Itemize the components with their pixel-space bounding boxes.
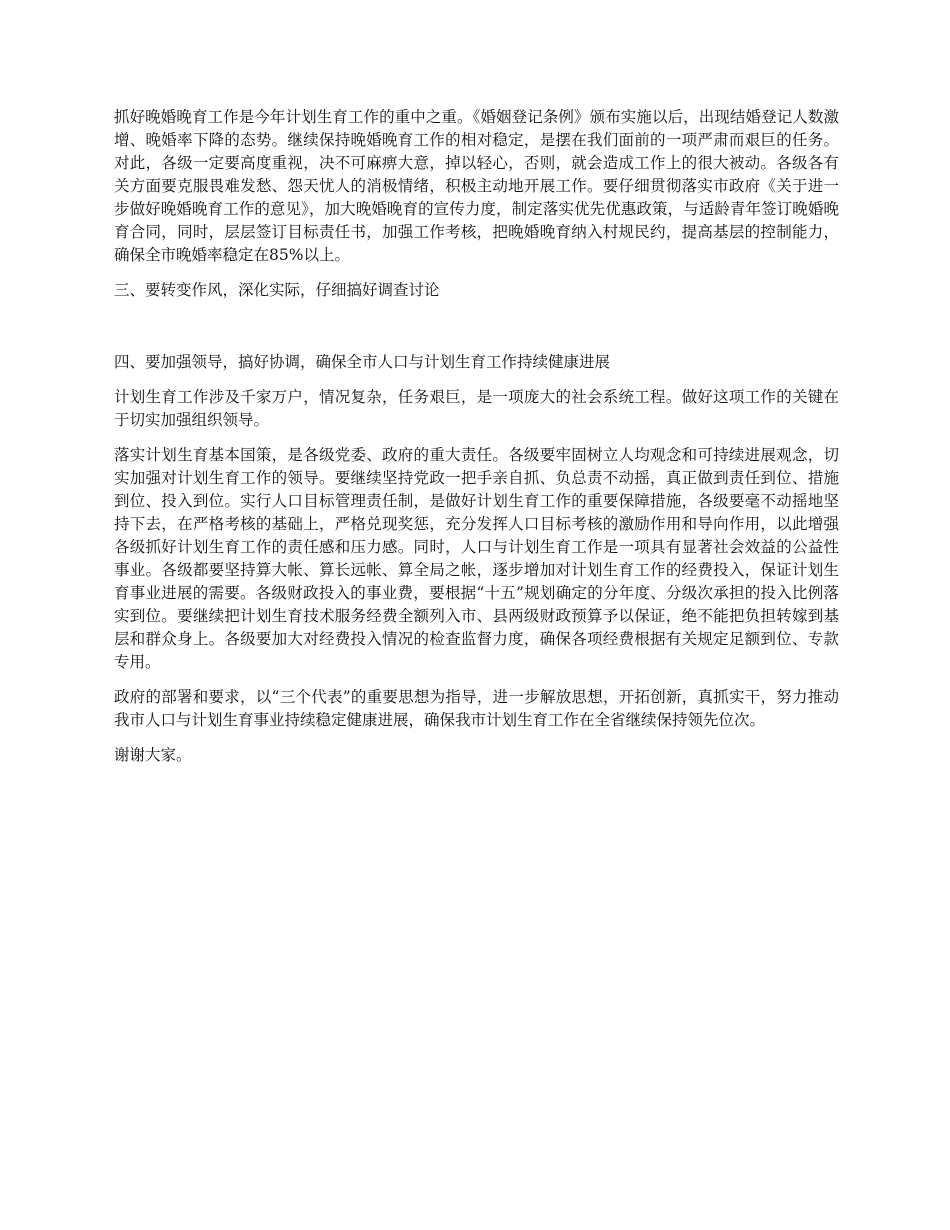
section-heading-3: 三、要转变作风，深化实际，仔细搞好调查讨论 [114,281,440,299]
document-page [114,106,839,779]
blank-spacer [114,314,839,351]
paragraph-responsibility: 落实计划生育基本国策，是各级党委、政府的重大责任。各级要牢固树立人均观念和可持续进展观念，切实加强对计划生育工作的领导。要继续坚持党政一把手亲自抓、负总责不动摇，真正做到责任到位、措施到位、投入到位。实行人口目标管理责任制，是做好计划生育工作的重要保障措施，各级要毫不动摇地坚持下去，在严格考核的基础上，严格兑现奖惩，充分发挥人口目标考核的激励作用和导向作用，以此增强各级抓好计划生育工作的责任感和压力感。同时，人口与计划生育工作是一项具有显著社会效益的公益性事业。各级都要坚持算大帐、算长远帐、算全局之帐，逐步增加对计划生育工作的经费投入，保证计划生育事业进展的需要。各级财政投入的事业费，要根据“十五”规划确定的分年度、分级次承担的投入比例落实到位。要继续把计划生育技术服务经费全额列入市、县两级财政预算予以保证，绝不能把负担转嫁到基层和群众身上。各级要加大对经费投入情况的检查监督力度，确保各项经费根据有关规定足额到位、专款专用。 [114,446,839,671]
paragraph-leadership: 计划生育工作涉及千家万户，情况复杂，任务艰巨，是一项庞大的社会系统工程。做好这项工作的关键在于切实加强组织领导。 [114,388,839,429]
paragraph-late-marriage: 抓好晚婚晚育工作是今年计划生育工作的重中之重。《婚姻登记条例》颁布实施以后，出现结婚登记人数激增、晚婚率下降的态势。继续保持晚婚晚育工作的相对稳定，是摆在我们面前的一项严肃而艰巨的任务。对此，各级一定要高度重视，决不可麻痹大意，掉以轻心，否则，就会造成工作上的很大被动。各级各有关方面要克服畏难发愁、怨天忧人的消极情绪，积极主动地开展工作。要仔细贯彻落实市政府《关于进一步做好晚婚晚育工作的意见》，加大晚婚晚育的宣传力度，制定落实优先优惠政策，与适龄青年签订晚婚晚育合同，同时，层层签订目标责任书，加强工作考核，把晚婚晚育纳入村规民约，提高基层的控制能力，确保全市晚婚率稳定在85%以上。 [114,108,839,264]
paragraph-thanks: 谢谢大家。 [114,746,192,764]
paragraph-conclusion: 政府的部署和要求，以“三个代表”的重要思想为指导，进一步解放思想，开拓创新，真抓实干，努力推动我市人口与计划生育事业持续稳定健康进展，确保我市计划生育工作在全省继续保持领先位次。 [114,688,839,729]
section-heading-4: 四、要加强领导，搞好协调，确保全市人口与计划生育工作持续健康进展 [114,353,611,371]
